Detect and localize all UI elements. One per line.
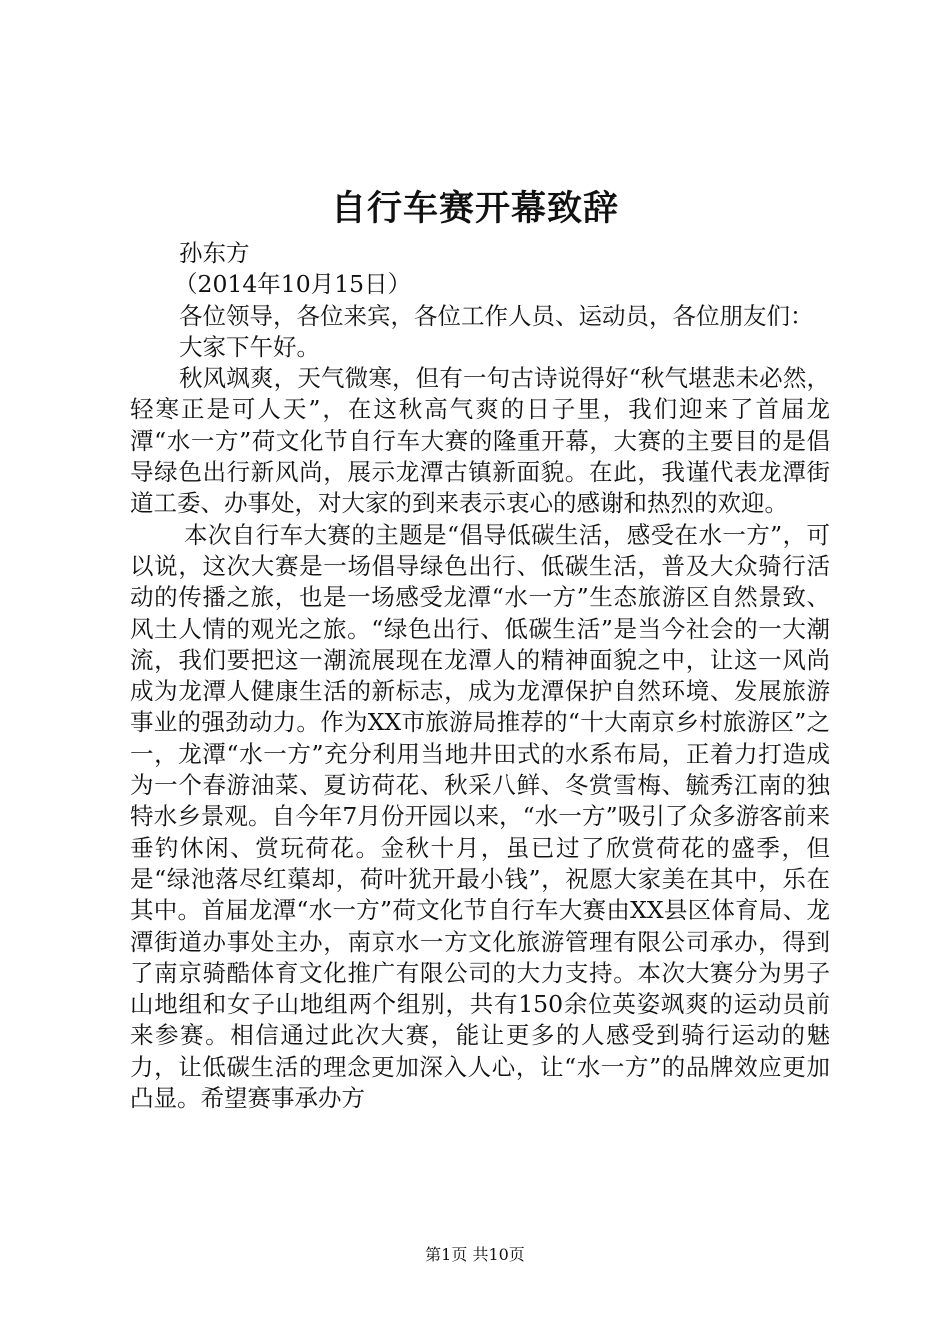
- document-title: 自行车赛开幕致辞: [330, 188, 619, 229]
- document-body: [130, 238, 830, 1114]
- page-footer: 第1页 共10页: [425, 1245, 525, 1264]
- date-line: （2014年10月15日）: [174, 270, 412, 299]
- paragraph-opening: 秋风飒爽，天气微寒，但有一句古诗说得好“秋气堪悲未必然，轻寒正是可人天”，在这秋高气爽的日子里，我们迎来了首届龙潭“水一方”荷文化节自行车大赛的隆重开幕，大赛的主要目的是倡导绿色出行新风尚，展示龙潭古镇新面貌。在此，我谨代表龙潭街道工委、办事处，对大家的到来表示衷心的感谢和热烈的欢迎。: [130, 364, 830, 518]
- paragraph-salutation: 各位领导，各位来宾，各位工作人员、运动员，各位朋友们：: [179, 301, 814, 330]
- paragraph-theme: 本次自行车大赛的主题是“倡导低碳生活，感受在水一方”，可以说，这次大赛是一场倡导绿色出行、低碳生活，普及大众骑行活动的传播之旅，也是一场感受龙潭“水一方”生态旅游区自然景致、风土人情的观光之旅。“绿色出行、低碳生活”是当今社会的一大潮流，我们要把这一潮流展现在龙潭人的精神面貌之中，让这一风尚成为龙潭人健康生活的新标志，成为龙潭保护自然环境、发展旅游事业的强劲动力。作为XX市旅游局推荐的“十大南京乡村旅游区”之一，龙潭“水一方”充分利用当地井田式的水系布局，正着力打造成为一个春游油菜、夏访荷花、秋采八鲜、冬赏雪梅、毓秀江南的独特水乡景观。自今年7月份开园以来，“水一方”吸引了众多游客前来垂钓休闲、赏玩荷花。金秋十月，虽已过了欣赏荷花的盛季，但是“绿池落尽红蕖却，荷叶犹开最小钱”，祝愿大家美在其中，乐在其中。首届龙潭“水一方”荷文化节自行车大赛由XX县区体育局、龙潭街道办事处主办，南京水一方文化旅游管理有限公司承办，得到了南京骑酷体育文化推广有限公司的大力支持。本次大赛分为男子山地组和女子山地组两个组别，共有150余位英姿飒爽的运动员前来参赛。相信通过此次大赛，能让更多的人感受到骑行运动的魅力，让低碳生活的理念更加深入人心，让“水一方”的品牌效应更加凸显。希望赛事承办方: [130, 520, 830, 1113]
- paragraph-greeting: 大家下午好。: [179, 332, 320, 361]
- author-line: 孙东方: [179, 239, 250, 267]
